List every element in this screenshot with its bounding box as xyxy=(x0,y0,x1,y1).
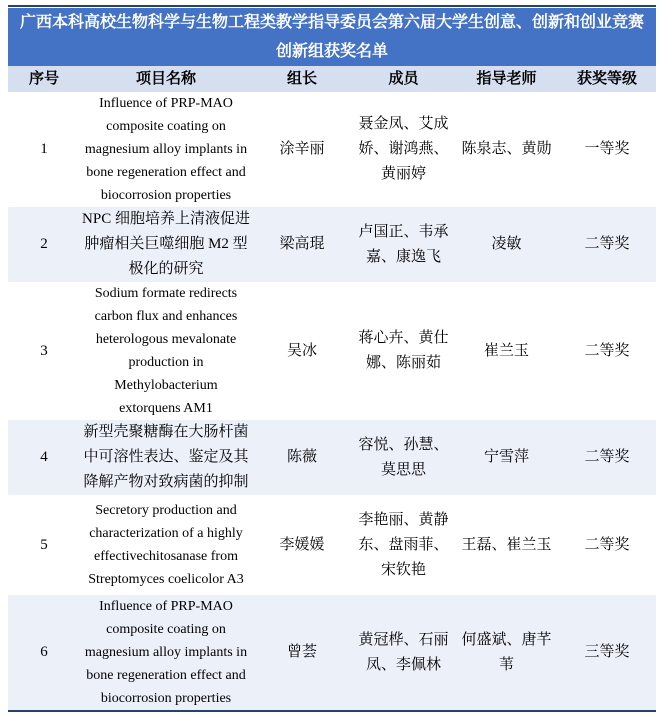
table-row xyxy=(8,207,656,282)
column-header-leader: 组长 xyxy=(286,71,317,87)
table-row xyxy=(8,282,656,420)
cell-leader: 涂辛丽 xyxy=(279,141,325,157)
cell-members: 黄冠桦、石丽凤、李佩林 xyxy=(358,631,449,673)
cell-award: 二等奖 xyxy=(584,236,630,252)
cell-teachers: 何盛斌、唐芊苇 xyxy=(461,631,552,673)
column-header-members: 成员 xyxy=(388,71,419,87)
cell-no: 6 xyxy=(40,644,48,660)
cell-leader: 陈薇 xyxy=(286,449,317,465)
table-row xyxy=(8,595,656,711)
column-header-project: 项目名称 xyxy=(135,71,196,87)
cell-leader: 吴冰 xyxy=(286,342,317,359)
column-header-teachers: 指导老师 xyxy=(476,71,537,87)
cell-teachers: 王磊、崔兰玉 xyxy=(461,536,552,553)
cell-members: 卢国正、韦承嘉、康逸飞 xyxy=(358,223,449,265)
cell-award: 二等奖 xyxy=(584,449,630,465)
cell-members: 李艳丽、黄静东、盘雨菲、宋钦艳 xyxy=(358,511,449,578)
cell-teachers: 陈泉志、黄勋 xyxy=(461,141,552,157)
cell-members: 聂金凤、艾成娇、谢鸿燕、黄丽婷 xyxy=(358,116,449,182)
cell-teachers: 宁雪萍 xyxy=(483,449,529,465)
cell-no: 3 xyxy=(40,342,48,359)
cell-project: Influence of PRP-MAO composite coating on magnesium alloy implants in bone regeneration effect and biocorrosion properties xyxy=(84,599,248,706)
cell-leader: 曾荟 xyxy=(286,644,317,660)
table-title-bar xyxy=(8,8,656,66)
cell-members: 容悦、孙慧、莫思思 xyxy=(358,436,449,478)
table-top-border xyxy=(8,5,656,7)
cell-award: 三等奖 xyxy=(584,644,630,660)
table-title-line-2: 创新组获奖名单 xyxy=(275,43,388,60)
cell-no: 1 xyxy=(40,141,48,157)
cell-award: 二等奖 xyxy=(584,342,630,359)
cell-award: 二等奖 xyxy=(584,536,630,553)
cell-no: 2 xyxy=(40,236,48,252)
table-title-line-1: 广西本科高校生物科学与生物工程类教学指导委员会第六届大学生创意、创新和创业竞赛 xyxy=(19,14,644,31)
cell-no: 4 xyxy=(40,449,48,465)
column-header-no: 序号 xyxy=(28,71,59,87)
cell-award: 一等奖 xyxy=(584,141,630,157)
cell-project: Secretory production and characterization of a highly effectivechitosanase from Streptomyces coelicolor A3 xyxy=(88,503,244,587)
cell-no: 5 xyxy=(40,536,48,553)
cell-members: 蒋心卉、黄仕娜、陈丽茹 xyxy=(358,330,449,371)
column-header-award: 获奖等级 xyxy=(576,71,637,87)
table-row xyxy=(8,92,656,207)
cell-teachers: 崔兰玉 xyxy=(483,342,529,359)
cell-teachers: 凌敏 xyxy=(491,236,522,252)
table-row xyxy=(8,495,656,595)
cell-project: Sodium formate redirects carbon flux and enhances heterologous mevalonate production in Methylobacterium extorquens AM1 xyxy=(94,286,238,416)
cell-project: NPC 细胞培养上清液促进肿瘤相关巨噬细胞 M2 型极化的研究 xyxy=(82,211,250,277)
cell-leader: 李媛媛 xyxy=(279,536,325,553)
awards-table xyxy=(8,66,656,712)
table-header-row xyxy=(8,66,656,92)
table-row xyxy=(8,420,656,495)
cell-leader: 梁高琨 xyxy=(279,236,325,252)
cell-project: Influence of PRP-MAO composite coating on magnesium alloy implants in bone regeneration effect and biocorrosion properties xyxy=(84,96,248,203)
cell-project: 新型壳聚糖酶在大肠杆菌中可溶性表达、鉴定及其降解产物对致病菌的抑制 xyxy=(83,424,249,490)
